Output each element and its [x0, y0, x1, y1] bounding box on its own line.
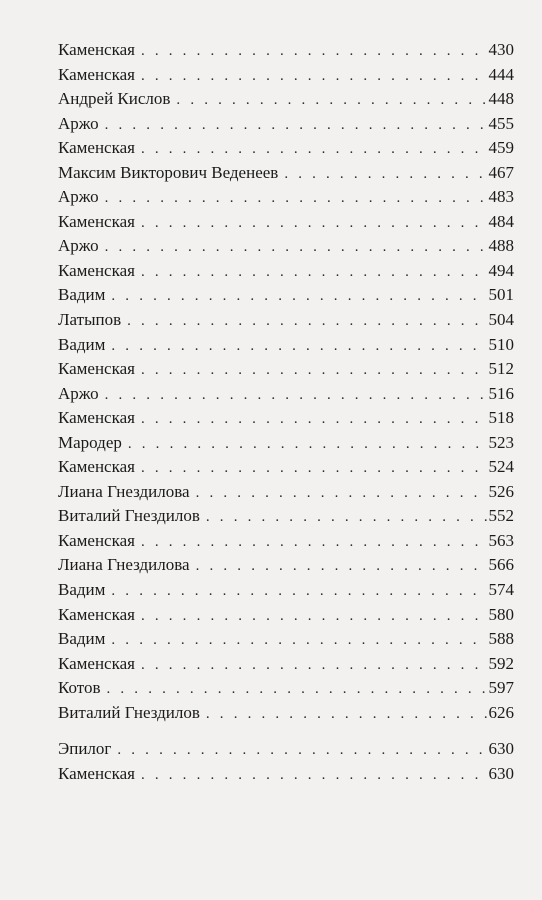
toc-entry-title: Виталий Гнездилов [58, 506, 200, 526]
toc-entry-page: 526 [488, 481, 514, 501]
toc-entry-title: Виталий Гнездилов [58, 702, 200, 722]
dot-leader [103, 383, 487, 408]
toc-entry-page: 580 [488, 604, 514, 624]
toc-entry-page: 630 [488, 763, 514, 783]
toc-entry [58, 701, 514, 726]
toc-entry-title: Каменская [58, 408, 135, 428]
dot-leader [139, 137, 487, 162]
toc-entry [58, 357, 514, 382]
dot-leader [194, 554, 487, 579]
toc-entry [58, 406, 514, 431]
toc-entry [58, 185, 514, 210]
toc-entry-page: 459 [488, 138, 514, 158]
toc-entry-title: Котов [58, 678, 101, 698]
dot-leader [109, 334, 486, 359]
toc-entry [58, 382, 514, 407]
dot-leader [139, 456, 487, 481]
toc-entry-page: 510 [488, 334, 514, 354]
toc-entry-page: 516 [488, 383, 514, 403]
toc-entry [58, 553, 514, 578]
toc-entry [58, 63, 514, 88]
toc-entry-title: Вадим [58, 580, 106, 600]
toc-entry-page: 494 [488, 260, 514, 280]
toc-entry [58, 627, 514, 652]
dot-leader [115, 738, 486, 763]
toc-entry-title: Аржо [58, 383, 99, 403]
dot-leader [105, 677, 487, 702]
dot-leader [103, 235, 487, 260]
toc-entry-page: 597 [488, 678, 514, 698]
dot-leader [103, 186, 487, 211]
toc-entry-page: 483 [488, 187, 514, 207]
toc-entry-page: 523 [488, 432, 514, 452]
toc-entry [58, 431, 514, 456]
toc-entry [58, 283, 514, 308]
dot-leader [139, 358, 487, 383]
toc-entry-title: Вадим [58, 629, 106, 649]
toc-entry-page: 566 [488, 555, 514, 575]
toc-entry-title: Эпилог [58, 739, 112, 759]
toc-entry-title: Каменская [58, 138, 135, 158]
dot-leader [174, 88, 486, 113]
toc-entry-title: Каменская [58, 260, 135, 280]
toc-entry [58, 112, 514, 137]
toc-entry-title: Каменская [58, 653, 135, 673]
toc-entry [58, 210, 514, 235]
dot-leader [194, 481, 487, 506]
toc-entry-page: 504 [488, 310, 514, 330]
toc-entry [58, 38, 514, 63]
dot-leader [125, 309, 486, 334]
toc-entry [58, 333, 514, 358]
toc-entry-title: Вадим [58, 334, 106, 354]
toc-entry-page: 444 [488, 64, 514, 84]
toc-entry-title: Аржо [58, 236, 99, 256]
toc-entry [58, 259, 514, 284]
toc-entry-title: Каменская [58, 211, 135, 231]
toc-entry-page: 524 [488, 457, 514, 477]
toc-entry-title: Каменская [58, 359, 135, 379]
toc-entry [58, 529, 514, 554]
dot-leader [139, 604, 487, 629]
toc-entry [58, 455, 514, 480]
toc-entry-page: 484 [488, 211, 514, 231]
toc-entry-title: Вадим [58, 285, 106, 305]
toc-entry [58, 578, 514, 603]
toc-entry-title: Каменская [58, 40, 135, 59]
toc-entry [58, 161, 514, 186]
dot-leader [126, 432, 487, 457]
toc-entry-page: 626 [488, 702, 514, 722]
toc-entry-page: 455 [488, 113, 514, 133]
dot-leader [282, 162, 486, 187]
toc-entry-page: 518 [488, 408, 514, 428]
dot-leader [139, 653, 487, 678]
table-of-contents [58, 38, 514, 786]
toc-entry [58, 87, 514, 112]
toc-entry-page: 630 [488, 739, 514, 759]
toc-entry-page: 430 [488, 40, 514, 59]
toc-entry-title: Каменская [58, 604, 135, 624]
toc-entry-title: Каменская [58, 64, 135, 84]
dot-leader [139, 763, 487, 788]
toc-entry-title: Мародер [58, 432, 122, 452]
dot-leader [139, 530, 487, 555]
toc-entry-page: 592 [488, 653, 514, 673]
toc-entry-page: 448 [488, 89, 514, 109]
dot-leader [139, 64, 487, 89]
toc-entry [58, 603, 514, 628]
dot-leader [109, 284, 486, 309]
toc-entry [58, 308, 514, 333]
toc-entry-title: Каменская [58, 530, 135, 550]
toc-entry-page: 512 [488, 359, 514, 379]
toc-entry-page: 563 [488, 530, 514, 550]
toc-entry-title: Каменская [58, 457, 135, 477]
toc-entry-title: Каменская [58, 763, 135, 783]
toc-entry-page: 588 [488, 629, 514, 649]
dot-leader [139, 260, 487, 285]
toc-entry-title: Аржо [58, 113, 99, 133]
toc-entry-title: Латыпов [58, 310, 122, 330]
dot-leader [139, 407, 487, 432]
dot-leader [139, 211, 487, 236]
toc-entry-page: 467 [488, 162, 514, 182]
toc-entry-title: Лиана Гнездилова [58, 481, 190, 501]
toc-entry-page: 488 [488, 236, 514, 256]
toc-entry-title: Андрей Кислов [58, 89, 171, 109]
toc-entry [58, 737, 514, 762]
toc-entry-title: Аржо [58, 187, 99, 207]
dot-leader [109, 579, 486, 604]
dot-leader [204, 702, 487, 727]
toc-entry-page: 552 [488, 506, 514, 526]
dot-leader [109, 628, 486, 653]
toc-entry-title: Лиана Гнездилова [58, 555, 190, 575]
toc-entry-title: Максим Викторович Веденеев [58, 162, 279, 182]
dot-leader [204, 505, 487, 530]
toc-entry [58, 234, 514, 259]
toc-entry-page: 574 [488, 580, 514, 600]
toc-entry [58, 136, 514, 161]
toc-entry [58, 652, 514, 677]
toc-entry-page: 501 [488, 285, 514, 305]
toc-entry [58, 762, 514, 787]
dot-leader [139, 39, 487, 64]
toc-entry [58, 676, 514, 701]
toc-entry [58, 480, 514, 505]
toc-entry [58, 504, 514, 529]
dot-leader [103, 113, 487, 138]
